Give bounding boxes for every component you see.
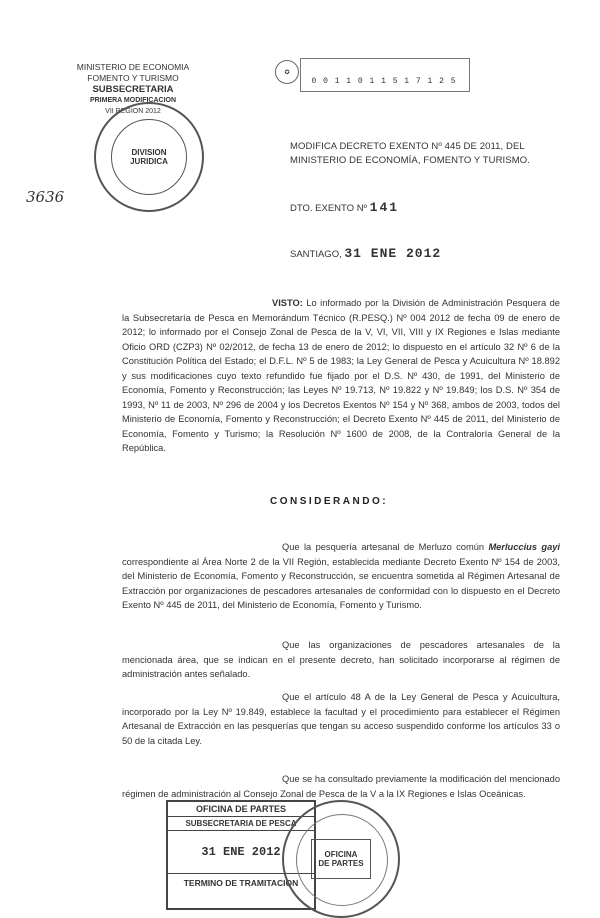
division-juridica-stamp	[94, 102, 204, 212]
stamp-subsecretaria-label: SUBSECRETARIA DE PESCA	[168, 817, 314, 831]
stamp-office-label: OFICINA DE PARTES	[168, 802, 314, 817]
round-stamp-line1: OFICINA	[324, 850, 358, 859]
government-seal-icon: ✪	[275, 60, 299, 84]
p4-text: Que se ha consultado previamente la modificación del mencionado régimen de administración al Consejo Zonal de Pesca de la V a la IX Regiones e Islas Oceánicas.	[122, 774, 560, 799]
stamp-inner-ring	[111, 119, 187, 195]
stamp-date: 31 ENE 2012	[168, 831, 314, 874]
considerando-paragraph-4	[122, 772, 560, 801]
ministry-subtitle: FOMENTO Y TURISMO	[87, 73, 179, 83]
p1-text-b: correspondiente al Área Norte 2 de la VII Región, establecida mediante Decreto Exento Nº 154 de 2003, del Ministerio de Economía, Fomento y Reconstrucción, se encuentra sometida al Régimen Artesanal de Extracción por organizaciones de pescadores artesanales de conformidad con lo dispuesto en el Decreto Exento Nº 445 de 2011, del Ministerio de Economía, Fomento y Turismo.	[122, 556, 560, 610]
ministry-round-stamp	[282, 800, 400, 918]
round-stamp-line2: DE PARTES	[318, 859, 364, 868]
considerando-heading: CONSIDERANDO:	[270, 496, 389, 507]
decree-number-line	[290, 200, 399, 215]
handwritten-number: 3636	[26, 188, 65, 206]
considerando-paragraph-3	[122, 690, 560, 748]
p3-text: Que el artículo 48 A de la Ley General de Pesca y Acuicultura, incorporado por la Ley Nº 19.849, establece la facultad y el procedimiento para establecer el Régimen Artesanal de Extracción en las pesquerías que tengan su acceso suspendido conforme los artículos 33 o 50 de la citada Ley.	[122, 692, 560, 746]
stamp-ring	[296, 814, 388, 906]
species-name: Merluccius gayi	[488, 542, 560, 552]
stamp-juridica-label: JURIDICA	[130, 157, 168, 166]
region-line: VII REGION 2012	[105, 108, 161, 115]
decree-number: 141	[369, 200, 400, 215]
stamp-division-label: DIVISION	[131, 148, 167, 157]
considerando-paragraph-2	[122, 638, 560, 682]
tracking-number: 0 0 1 1 0 1 1 5 1 7 1 2 5	[311, 77, 457, 86]
visto-paragraph	[122, 296, 560, 456]
subsecretaria-label: SUBSECRETARIA	[92, 84, 174, 95]
decree-title: MODIFICA DECRETO EXENTO Nº 445 DE 2011, DEL MINISTERIO DE ECONOMÍA, FOMENTO Y TURISMO.	[290, 141, 530, 166]
p1-text-a: Que la pesquería artesanal de Merluzo común	[282, 542, 489, 552]
visto-label: VISTO:	[272, 298, 303, 308]
decree-date: 31 ENE 2012	[344, 246, 442, 261]
place-label: SANTIAGO,	[290, 249, 342, 260]
stamp-footer-label: TERMINO DE TRAMITACION	[183, 878, 299, 888]
p2-text: Que las organizaciones de pescadores artesanales de la mencionada área, que se indican en el presente decreto, han solicitado incorporarse al régimen de administración antes señalado.	[122, 640, 560, 679]
tracking-label	[300, 58, 470, 92]
decree-label: DTO. EXENTO Nº	[290, 203, 368, 214]
ministry-name: MINISTERIO DE ECONOMIA	[76, 62, 190, 72]
reference-line: PRIMERA MODIFICACION	[89, 97, 177, 104]
decree-date-line	[290, 246, 441, 261]
considerando-paragraph-1	[122, 540, 560, 613]
visto-text: Lo informado por la División de Administración Pesquera de la Subsecretaría de Pesca en Memorándum Técnico (R.PESQ.) Nº 004 2012 de fecha 09 de enero de 2012; lo informado por el Consejo Zonal de Pesca de la V, VI, VII, VIII y IX Regiones e Islas mediante Oficio ORD (CZP3) Nº 02/2012, de fecha 13 de enero de 2012; lo dispuesto en el artículo 32 Nº 6 de la Constitución Política del Estado; el D.F.L. Nº 5 de 1983; la Ley General de Pesca y Acuicultura Nº 18.892 y sus modificaciones cuyo texto refundido fue fijado por el D.S. Nº 430, de 1991, del Ministerio de Economía, Fomento y Reconstrucción; las Leyes Nº 19.713, Nº 19.822 y Nº 19.849; los D.S. Nº 354 de 1993, Nº 11 de 2003, Nº 296 de 2004 y los Decretos Exentos Nº 154 y Nº 368, ambos de 2003, todos del Ministerio de Economía, Fomento y Reconstrucción; el Decreto Exento Nº 445 de 2011, del Ministerio de Economía, Fomento y Turismo; la Resolución Nº 1600 de 2008, de la Contraloría General de la República.	[122, 298, 560, 453]
